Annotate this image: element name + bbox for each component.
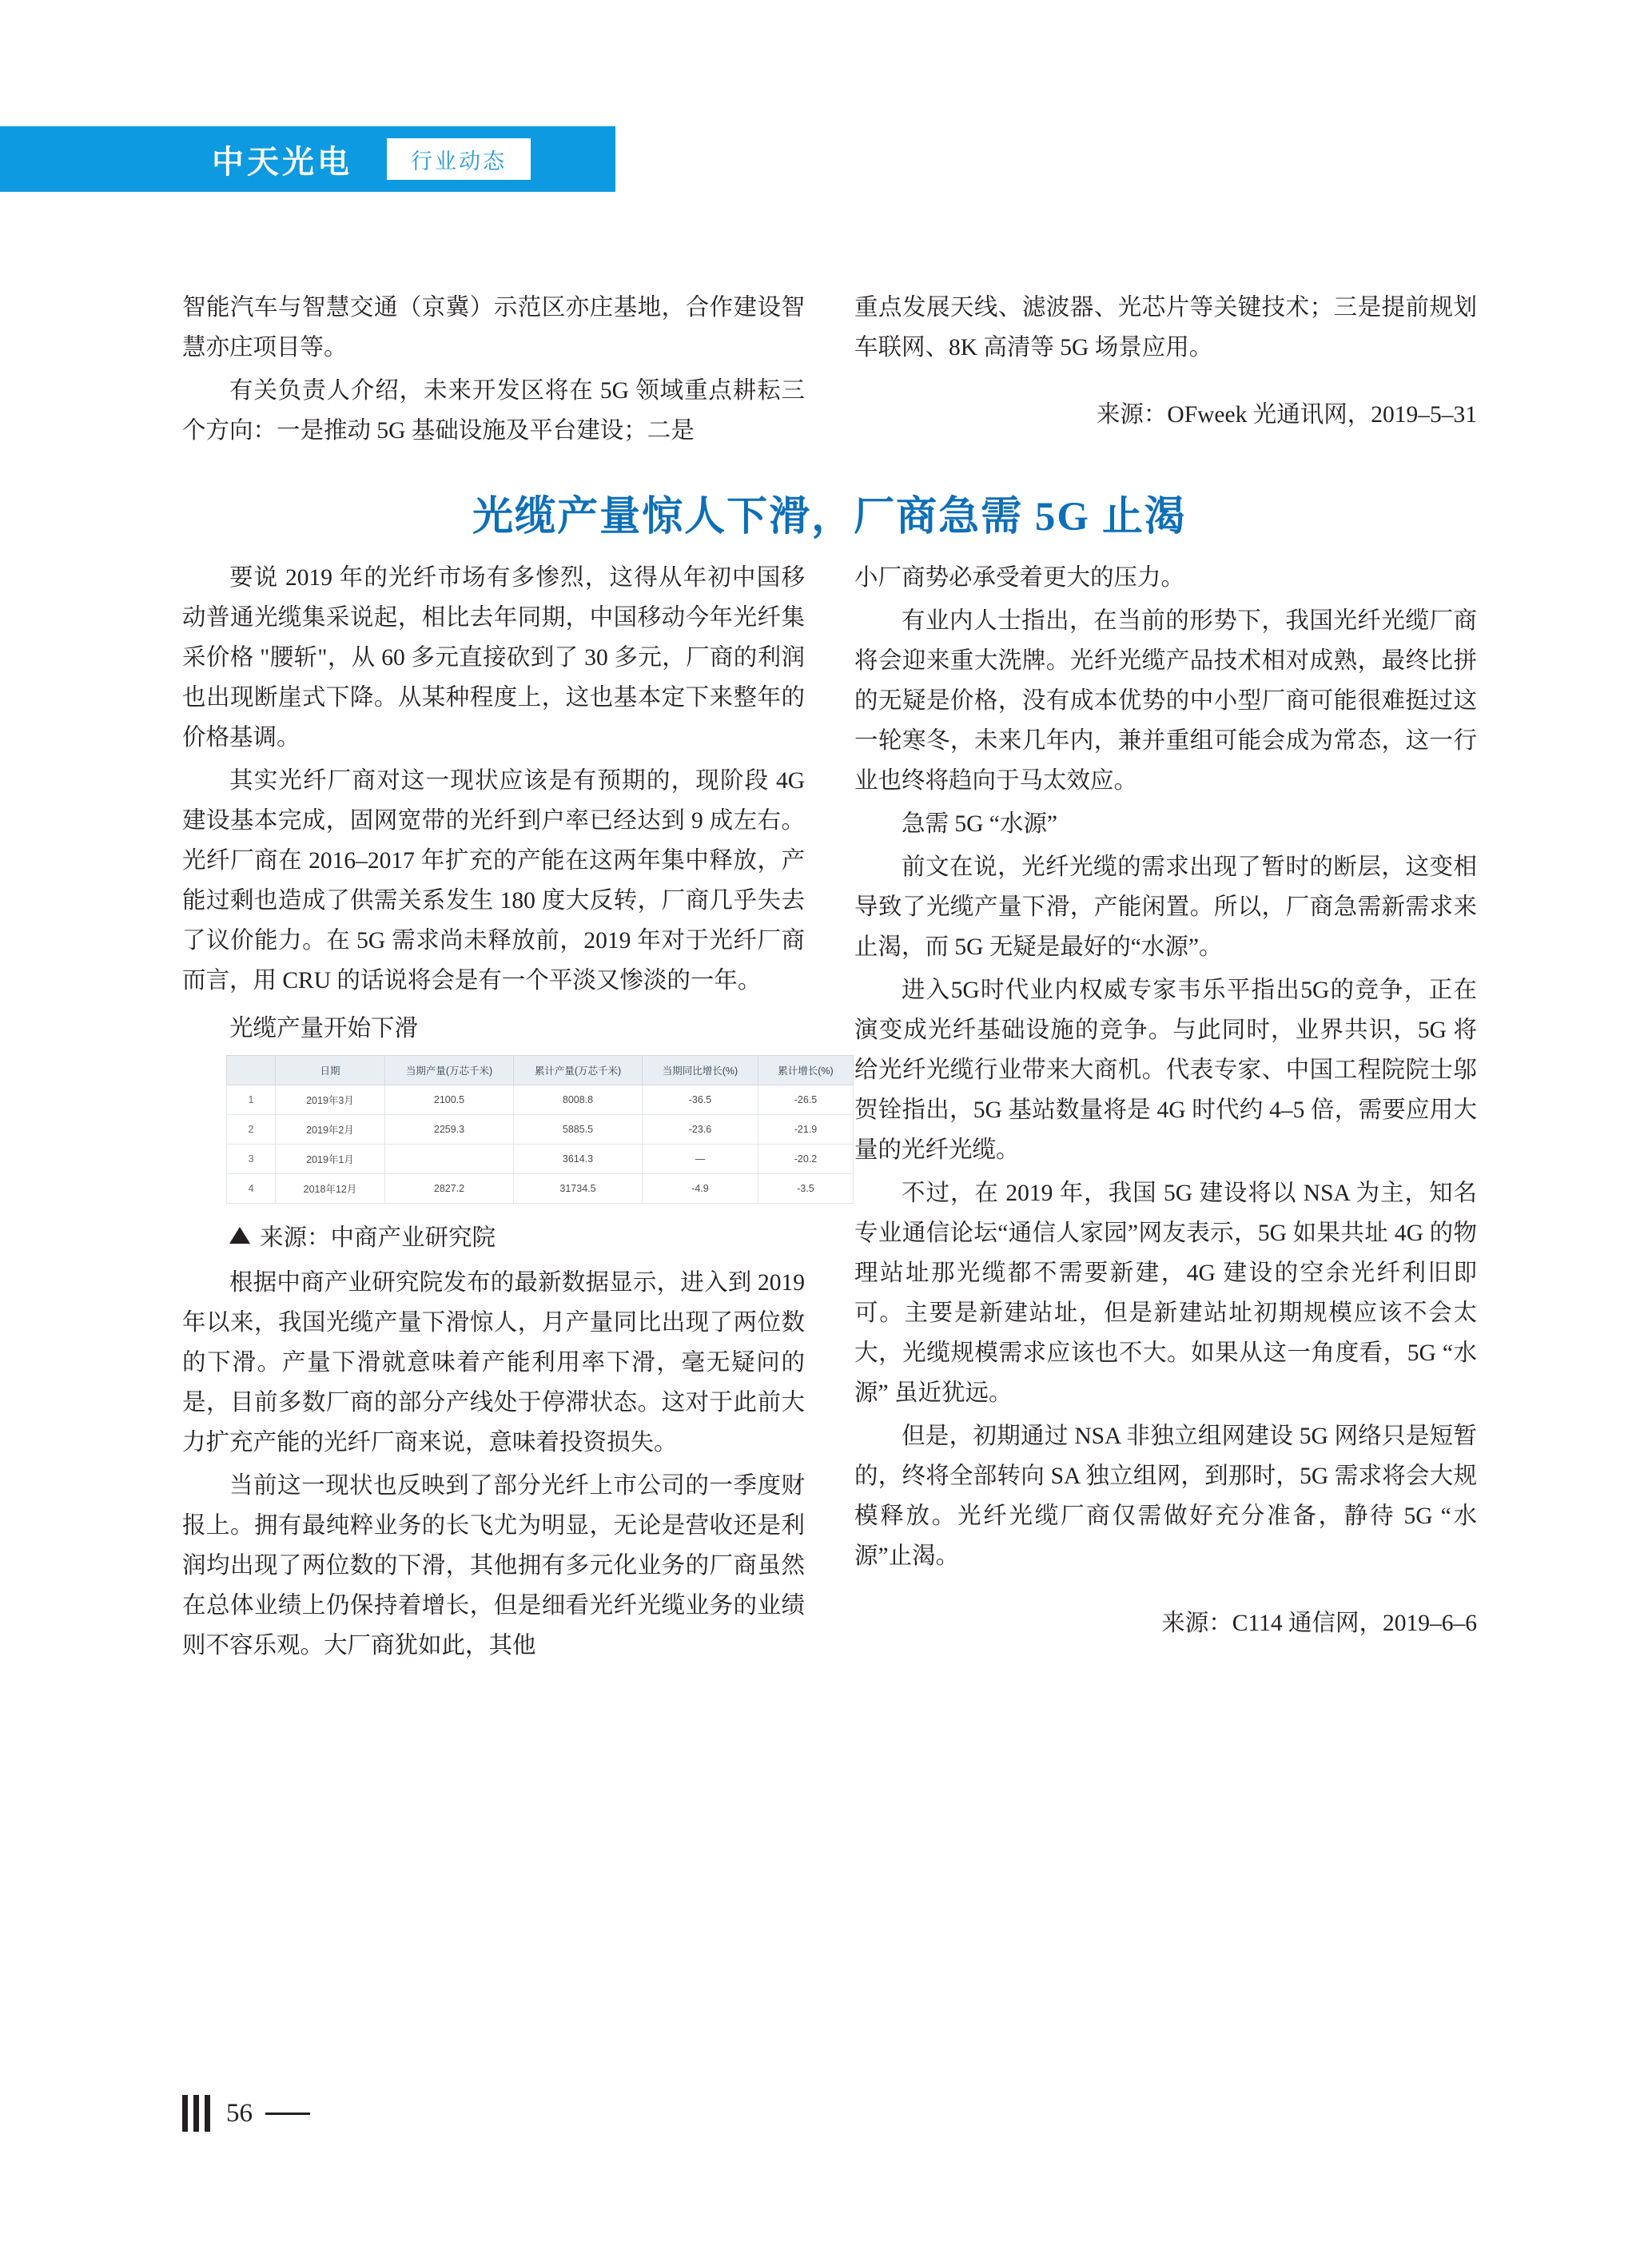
table-cell: 1	[227, 1085, 276, 1115]
page-body	[182, 288, 1477, 1669]
paragraph: 前文在说，光纤光缆的需求出现了暂时的断层，这变相导致了光缆产量下滑，产能闲置。所以，厂商急需新需求来止渴，而 5G 无疑是最好的“水源”。	[854, 854, 1477, 960]
table-cell: 8008.8	[514, 1085, 643, 1115]
table-cell: -36.5	[643, 1085, 758, 1115]
table-cell	[385, 1145, 514, 1174]
table-cell: 2019年2月	[276, 1115, 385, 1145]
table-cell: -21.9	[758, 1115, 854, 1145]
main-article-left-column	[182, 558, 834, 1669]
paragraph: 当前这一现状也反映到了部分光纤上市公司的一季度财报上。拥有最纯粹业务的长飞尤为明显，无论是营收还是利润均出现了两位数的下滑，其他拥有多元化业务的厂商虽然在总体业绩上仍保持着增长，但是细看光纤光缆业务的业绩则不容乐观。大厂商犹如此，其他	[182, 1473, 805, 1659]
table-header-cell	[227, 1056, 276, 1085]
table-cell: -23.6	[643, 1115, 758, 1145]
page-footer	[182, 2095, 310, 2132]
table-cell: 2	[227, 1115, 276, 1145]
table-header-cell: 累计增长(%)	[758, 1056, 854, 1085]
paragraph: 智能汽车与智慧交通（京冀）示范区亦庄基地，合作建设智慧亦庄项目等。	[182, 295, 805, 360]
paragraph: 重点发展天线、滤波器、光芯片等关键技术；三是提前规划车联网、8K 高清等 5G 场景应用。	[854, 295, 1477, 360]
production-data-table	[226, 1055, 854, 1204]
section-tab-industry-news: 行业动态	[386, 137, 531, 181]
paragraph: 有关负责人介绍，未来开发区将在 5G 领域重点耕耘三个方向：一是推动 5G 基础设施及平台建设；二是	[182, 378, 805, 444]
paragraph: 但是，初期通过 NSA 非独立组网建设 5G 网络只是短暂的，终将全部转向 SA 独立组网，到那时，5G 需求将会大规模释放。光纤光缆厂商仅需做好充分准备，静待 5G “水源”止渴。	[854, 1424, 1477, 1569]
table-header-cell: 当期同比增长(%)	[643, 1056, 758, 1085]
page-number: 56	[226, 2098, 253, 2128]
paragraph: 小厂商势必承受着更大的压力。	[854, 565, 1185, 591]
table-row	[227, 1145, 854, 1174]
table-cell: 2827.2	[385, 1174, 514, 1204]
table-row	[227, 1115, 854, 1145]
paragraph: 有业内人士指出，在当前的形势下，我国光纤光缆厂商将会迎来重大洗牌。光纤光缆产品技术相对成熟，最终比拼的无疑是价格，没有成本优势的中小型厂商可能很难挺过这一轮寒冬，未来几年内，兼并重组可能会成为常态，这一行业也终将趋向于马太效应。	[854, 608, 1477, 794]
table-cell: -20.2	[758, 1145, 854, 1174]
table-cell: —	[643, 1145, 758, 1174]
table-cell: 5885.5	[514, 1115, 643, 1145]
table-header-cell: 累计产量(万芯千米)	[514, 1056, 643, 1085]
main-article-right-column	[854, 558, 1477, 1669]
triangle-marker-icon	[229, 1227, 250, 1244]
footer-bar	[182, 2095, 188, 2132]
table-row	[227, 1174, 854, 1204]
page-header-band	[0, 126, 615, 192]
paragraph: 其实光纤厂商对这一现状应该是有预期的，现阶段 4G 建设基本完成，固网宽带的光纤到户率已经达到 9 成左右。光纤厂商在 2016–2017 年扩充的产能在这两年集中释放，产能过剩也造成了供需关系发生 180 度大反转，厂商几乎失去了议价能力。在 5G 需求尚未释放前，2019 年对于光纤厂商而言，用 CRU 的话说将会是有一个平淡又惨淡的一年。	[182, 768, 805, 994]
footer-bar	[193, 2095, 199, 2132]
table-cell: 2019年1月	[276, 1145, 385, 1174]
brand-logo: 中天光电	[212, 143, 352, 180]
paragraph-subheading: 急需 5G “水源”	[902, 811, 1057, 837]
footer-bars-decoration	[182, 2095, 210, 2132]
figure-source	[182, 1218, 805, 1258]
top-article	[182, 288, 1477, 454]
table-cell: 3614.3	[514, 1145, 643, 1174]
figure-table	[182, 1055, 834, 1204]
article-source: 来源：C114 通信网，2019–6–6	[1161, 1611, 1477, 1636]
table-cell: 2019年3月	[276, 1085, 385, 1115]
paragraph: 要说 2019 年的光纤市场有多惨烈，这得从年初中国移动普通光缆集采说起，相比去年同期，中国移动今年光纤集采价格 "腰斩"，从 60 多元直接砍到了 30 多元，厂商的利润也出现断崖式下降。从某种程度上，这也基本定下来整年的价格基调。	[182, 565, 805, 751]
paragraph: 进入5G时代业内权威专家韦乐平指出5G的竞争，正在演变成光纤基础设施的竞争。与此同时，业界共识，5G 将给光纤光缆行业带来大商机。代表专家、中国工程院院士邬贺铨指出，5G 基站数量将是 4G 时代约 4–5 倍，需要应用大量的光纤光缆。	[854, 978, 1477, 1163]
figure-source-text: 来源：中商产业研究院	[260, 1225, 496, 1251]
table-header-cell: 日期	[276, 1056, 385, 1085]
table-cell: 2259.3	[385, 1115, 514, 1145]
table-cell: 4	[227, 1174, 276, 1204]
article-title: 光缆产量惊人下滑，厂商急需 5G 止渴	[472, 495, 1187, 540]
table-cell: 2100.5	[385, 1085, 514, 1115]
footer-bar	[205, 2095, 210, 2132]
article-source: 来源：OFweek 光通讯网，2019–5–31	[1096, 402, 1477, 428]
paragraph: 根据中商产业研究院发布的最新数据显示，进入到 2019 年以来，我国光缆产量下滑惊人，月产量同比出现了两位数的下滑。产量下滑就意味着产能利用率下滑，毫无疑问的是，目前多数厂商的部分产线处于停滞状态。这对于此前大力扩充产能的光纤厂商来说，意味着投资损失。	[182, 1270, 805, 1456]
table-cell: -26.5	[758, 1085, 854, 1115]
table-cell: 2018年12月	[276, 1174, 385, 1204]
table-cell: -4.9	[643, 1174, 758, 1204]
footer-rule	[265, 2113, 310, 2115]
top-article-right-column	[854, 288, 1477, 454]
table-cell: -3.5	[758, 1174, 854, 1204]
paragraph: 不过，在 2019 年，我国 5G 建设将以 NSA 为主，知名专业通信论坛“通信人家园”网友表示，5G 如果共址 4G 的物理站址那光缆都不需要新建，4G 建设的空余光纤利旧即可。主要是新建站址，但是新建站址初期规模应该不会太大，光缆规模需求应该也不大。如果从这一角度看，5G “水源” 虽近犹远。	[854, 1181, 1477, 1406]
figure-title: 光缆产量开始下滑	[229, 1016, 419, 1041]
top-article-left-column	[182, 288, 805, 454]
table-cell: 31734.5	[514, 1174, 643, 1204]
table-row	[227, 1085, 854, 1115]
main-article	[182, 558, 1477, 1669]
table-header-row	[227, 1056, 854, 1085]
table-cell: 3	[227, 1145, 276, 1174]
table-header-cell: 当期产量(万芯千米)	[385, 1056, 514, 1085]
